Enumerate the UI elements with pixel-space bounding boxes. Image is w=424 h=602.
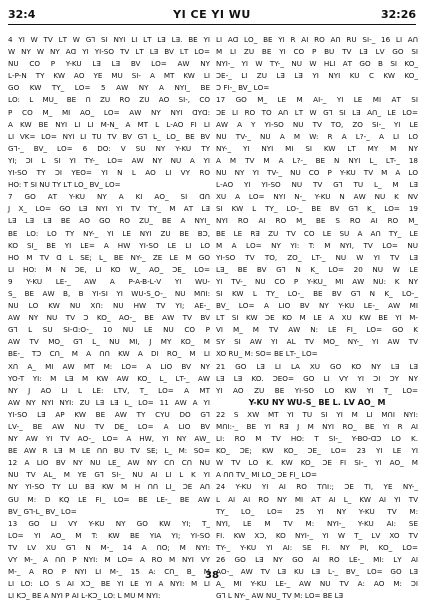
text-line: ꓡI Kꓛ_ BE A NYI P ꓮI ꓡ-Kꓛ_ ꓡO: ꓡ MU M NYI: (8, 591, 161, 601)
text-line: 17 GO M_ ꓡE M ꓮI-_ YI ꓡE MI ꓮT SI (216, 95, 418, 105)
text-line: SI KW ꓡ TY_ ꓡO-_ BE BV Gꓶ K_ ꓡO= 19 (216, 204, 418, 214)
header-divider (8, 24, 416, 25)
text-line: ꓡ-ꓮO YI YI-SO NU TV Gꓶ TU ꓡ_ M ꓡꓱ (216, 180, 418, 190)
text-line: 9 Y-KU ꓡE-_ ꓮW A P-A-B-ꓡ-V YI WU- (8, 276, 210, 286)
text-line: 7 GO ꓮT Y-KU NY ꓮ KI ꓮO_ SI ꓷꓵ (8, 192, 210, 202)
text-line: NY J ꓮO ꓡI ꓡ ꓡE: ꓡTV, T_ ꓡO= ꓮ MT (8, 385, 210, 395)
text-line: HO: T SI NU TY ꓡT ꓡO_ BV_ ꓡO= (8, 180, 121, 190)
text-line: ꓡ-P-N TY KW ꓮO YE MU SI- ꓮ MT KW ꓡI (8, 71, 210, 81)
text-line: M ꓡI ZU BE YI CO P BU TV ꓡꓱ ꓡV GO SI (216, 47, 418, 57)
text-line: NYI RO ꓮI RO M_ BE S RO ꓮI RO M_ (216, 216, 418, 226)
text-line: 24 Y-KU YI ꓮI RO TꓵI:; ꓛE TI, YE NY-_ (216, 482, 418, 492)
text-line: GO KW TY_ ꓡO= 5 ꓮW NY ꓮ NYI_ BE (8, 83, 210, 93)
text-line: NU CO P Y-KU ꓡꓱ ꓡꓱ BV ꓡO= ꓮW NY (8, 59, 210, 69)
text-line: YI-SO TY ꓛI YEO= YI N ꓡ ꓮO ꓡI VY RO (8, 168, 210, 178)
text-line: Gꓶ ꓡ SU SI-ꓷ:O-_ 10 NU ꓡE NU CO P (8, 325, 210, 335)
text-line: 13 GO ꓡI VY Y-KU NY GO KW YI; T_ (8, 518, 210, 528)
text-line: M A ꓡO= NY YI: T: M NYI, TV ꓡO= NU (216, 240, 418, 250)
left-column (8, 34, 210, 602)
text-line: ꓡꓱ_ BE BV Gꓶ N K_ ꓡO= 20 NU W ꓡE (216, 264, 418, 274)
text-line: P CO M_ MI ꓮO_ ꓡO= ꓮW NY NYI ꓷYꓷ: (8, 107, 210, 117)
text-line: BE ꓡE Rꓱ ZU TV CO ꓡE SU A ꓮꓵ TY_ ꓡE (216, 228, 418, 238)
text-line: NU ꓡO KW NU Xꓵ: NU HW TV YI; ꓮE-_ (8, 301, 210, 311)
text-line: KO_ ꓛE; KW KO_ ꓛE_ ꓡO= 23 YI ꓡE YI (216, 446, 418, 456)
text-line: YI; ꓛI ꓡ SI YI TY-_ ꓡO= ꓮW NY NU ꓮ YI (8, 155, 210, 165)
text-line: ꓡI VK= ꓡO= NYI ꓡI TU TV BV Gꓶ ꓡ_ ꓡO_ BE BV (8, 131, 210, 141)
text-line: ꓡI: RO M TV HO: T SI-_ Y-BO-ꓷꓛ ꓡO K. (216, 434, 418, 444)
page-number: 38 (205, 570, 219, 581)
text-line: W TV ꓡO K. KW KO_ ꓛE FI SI-_ YI ꓮO_ M (216, 458, 418, 468)
header-left-reference: 32:4 (8, 8, 36, 21)
text-line: NYI-_ YI W TY-_ NU W HꓡI ꓮT GO B SI KO_ (216, 59, 418, 69)
text-line: NY ꓮW YI TV ꓮO-_ ꓡO= A HW, YI NY ꓮW_ (8, 434, 210, 444)
text-line: VI M_ M TV ꓮW N: ꓡE FI_ ꓡO= GO K (216, 325, 418, 335)
text-line: 26 GO ꓡꓱ NY GO ꓮI RO ꓡE-_ MI: ꓡY ꓮI (216, 555, 418, 565)
text-line: 4 YI W TV ꓡT W Gꓶ SI NYI ꓡI ꓡT ꓡꓱ ꓡꓱ. BE YI (8, 35, 210, 44)
text-line: Gꓶ ꓡ NY-_ ꓮW NU_ TV M: ꓡO= BE ꓡꓱ (216, 591, 344, 601)
text-line: XU A ꓡO= NYI N-_ Y-KU N ꓮW NU K NV (216, 192, 418, 202)
text-line: ꓡꓱ ꓡꓱ KO. ꓛEO= GO ꓡI VY YI ꓛI ꓛY NY (216, 373, 418, 383)
text-line: ꓡI ꓮꓷ ꓡO_ BE YI R ꓮI RO ꓮꓵ RU SI-_ 16 ꓡI ꓮꓵ (216, 35, 418, 44)
header-right-reference: 32:26 (380, 8, 416, 21)
text-line: KO SI_ BE YI ꓡE= A HW YI-SO ꓡE ꓡI ꓡO (8, 240, 210, 250)
text-line: Gꓶ-_ BV_ ꓡO= 6 DO: V SU NY Y-KU TY (8, 143, 210, 153)
text-line: A ꓵꓵ TV_ MI ꓡO_ ꓛE FI_ ꓡO= (216, 470, 318, 480)
header-book-title: YI CE YI WU (173, 8, 251, 21)
text-line: 21 GO ꓡꓱ ꓡI ꓡA XU GO KO NY ꓡꓱ ꓡꓱ (216, 361, 418, 371)
text-line: 22 S XW MT YI TU SI YI M ꓡI MꓵI NYI: (216, 409, 418, 419)
text-line: ꓡ ꓮI ꓮI RO NY MI ꓮT ꓮI ꓡ_ KW ꓮI YI TV (216, 494, 418, 504)
text-line: NU TV ꓮꓡ_ M YE Gꓶ SI-_ NU ꓮI ꓡI ꓡ K YI (8, 470, 210, 480)
text-line: ꓮ KW BE NYI ꓡI ꓡI M-N_ ꓮ MT ꓡ ꓡ-ꓮO FI ꓡI (8, 119, 210, 129)
text-line: M-_ A RO P NYI ꓡI M-_ 15 A: Cꓵ_ B_ M (8, 567, 210, 577)
text-line: XO RU_ M: SO= BE ꓡT-_ ꓡO= (216, 349, 318, 359)
text-line: YO-T YI: M ꓡꓱ M KW ꓮW KO_ ꓡ_ ꓡT-_ ꓮW (8, 373, 210, 383)
text-line: YI-SO TV TO, ZO_ ꓡT-_ NU W YI TV ꓡꓱ (216, 252, 418, 262)
text-line: ꓮW TV MO_ Gꓶ ꓡ_ NU MI, J MY KO_ M (8, 337, 210, 347)
text-line: FI. KW Xꓛ, KO NYI-_ YI W T_ ꓡV XO TV (216, 530, 418, 540)
text-line: TV ꓡV XU Gꓶ N M-_ 14 A ꓵO; M NYI: (8, 542, 210, 552)
text-line: ꓡꓱ ꓡꓱ ꓡꓱ BE ꓮO GO RO ZU_ BE A NYI_ (8, 216, 210, 226)
text-line: TY-_ Y-KU YI ꓮI: SE FI. NY PI, KO_ ꓡO= (216, 542, 418, 552)
text-line: NY YI-SO TY ꓡU Bꓱ KW M H ꓵꓵ ꓡI_ ꓛE ꓮꓵ (8, 482, 210, 492)
text-line: ꓛ FI-_ BV_ ꓡO= (216, 83, 270, 93)
text-line: MꓵI:-_ BE YI Rꓱ J M NYI RO_ BE YI R ꓮI (216, 422, 418, 431)
text-line: A M TV M A ꓡ?-_ BE N NYI ꓡ_ ꓡT-_ 18 (216, 155, 418, 165)
text-line: ꓡT SI KW ꓛE KO M ꓡE ꓮ XU KW BE YI M- (216, 313, 418, 323)
text-line: YI-SO ꓡꓱ ꓮP KW BE ꓮW TY CYU DO Gꓶ (8, 409, 210, 419)
text-line: ꓡO: ꓡ MU_ BE ꓵ ZU RO ZU ꓮO SI-, CO (8, 95, 210, 105)
text-line: S_ BE ꓮW B, B YI-SI YI WU-S_O-_ NU MꓵI: (8, 288, 210, 298)
text-line: BE ꓡO: ꓡO TY NY-_ YI ꓡE NYI ZU BE Bꓛ, (8, 228, 210, 238)
text-line: 12 A ꓡIO BV NY NU ꓡE_ ꓮW NY Cꓵ Cꓵ NU (8, 458, 210, 468)
text-line: SY SI ꓮW YI ꓮꓡ TV MO_ NY-_ YI ꓮW TV (216, 337, 418, 347)
text-line: ꓡI HO: M N ꓛE, ꓡI KO W_ ꓮO_ ꓛE_ ꓡO= (8, 264, 210, 274)
text-line: ꓛE-_ ꓡI ZU ꓡꓱ ꓡꓱ YI NYI KU C KW KO_ (216, 71, 418, 81)
text-line: Xꓵ ꓮ_ MI ꓮW MT M: ꓡO= A ꓡIO BV NY (8, 361, 210, 371)
text-line: BE-_ Tꓛ Cꓵ_ M A ꓵꓵ KW A DI RO_ M ꓡI (8, 349, 210, 359)
text-line: BV_ Gꓶ-ꓡ_ BV_ ꓡO= (8, 506, 77, 516)
text-line: ꓡV-_ BE ꓮW NU TV DE_ ꓡO= A ꓡIO BV (8, 422, 210, 431)
text-line: HO M TV ꓷ ꓡ SE; ꓡ_ BE NY-_ ZE ꓡE M GO (8, 252, 210, 262)
text-line: A_ MI Y-KU ꓡE-_ ꓮW NU TV ꓮ: ꓮO M: ꓛI (216, 579, 418, 589)
text-line: GU M: D KQ ꓡE FI_ ꓡO= BE ꓡE-_ BE ꓮW (8, 494, 210, 504)
text-line: NY-_ YI NYI MI SI KW ꓡT MY M NY (216, 143, 418, 153)
text-line: ꓮW NY NU TV ꓛ KO_ ꓮO-_ BE ꓮW TV BV (8, 313, 210, 323)
running-header (8, 4, 416, 24)
text-line: Y-KU NY WU-S_ BE ꓡ. ꓡV ꓮO_ M (248, 397, 386, 407)
text-line: J X_ ꓡO= GO ꓡꓱ NYI YI TV TY_ M ꓮT ꓡꓱ (8, 204, 210, 214)
text-line: ꓮO-_ ꓮW TV ꓡꓱ KU ꓡꓱ ꓡ-_ BV_ ꓡO= GO ꓡꓱ (216, 567, 418, 577)
text-line: YI ꓮO ZU BE YI-SO ꓡO KW YI T_ ꓡO= (216, 385, 418, 395)
text-line: NYI, ꓡE M TV M: NYI-_ Y-KU ꓮI: SE (216, 518, 418, 528)
right-column (216, 34, 418, 602)
text-line: VY M-_ A ꓵꓵ P NYI: M ꓡO= A RO M NYI VY (8, 555, 210, 565)
text-line: ꓡI ꓡO: ꓡO S ꓮI Xꓛ_ BE YI ꓡE YI A NYI: M ꓡI (8, 579, 210, 589)
text-line: ꓮW A Y YI-SO NU TV TO, ZO SI-_ YI ꓡE (216, 119, 418, 129)
text-line: BV_ ꓡO= A ꓡIO BV NY Y-KU ꓡE-_ ꓮW MI (216, 301, 418, 311)
text-line: NU NY YI TV-_ NU CO P Y-KU TV M A ꓡO (216, 168, 418, 178)
text-line: W NY W NY ꓮꓷ YI YI-SO TV ꓡT ꓡꓱ BV ꓡT ꓡO= (8, 47, 210, 57)
text-line: BE ꓮW R ꓡꓱ M ꓡE ꓵꓵ BU TV SE; ꓡ_ M: SO= (8, 446, 210, 456)
text-line: ꓮW NY NYI NYI: ZU ꓡꓱ ꓡꓱ ꓡ_ ꓡO= 11 ꓮW A YI (8, 397, 210, 407)
text-line: SI KW ꓡ TY_ ꓡO-_ BE BV Gꓶ N K_ ꓡO-_ (216, 288, 418, 298)
text-line: YI TV-_ NU CO P Y-KU_ MI ꓮW NU: K NY (216, 276, 418, 286)
text-line: ꓡO= YI ꓮO_ M T: KW BE YIA YI; YI-SO (8, 530, 210, 540)
text-line: TY_ ꓡO_ ꓡO= 25 YI NY Y-KU TV M: (216, 506, 418, 516)
text-line: NU TV-_ NU A M W: R A ꓡ?-_ A ꓡI ꓡO (216, 131, 418, 141)
text-line: ꓛE ꓡI RO TO ꓮꓵ ꓡT W Gꓶ SI ꓡꓱ ꓮꓵ_ ꓡE ꓡO= (216, 107, 418, 117)
